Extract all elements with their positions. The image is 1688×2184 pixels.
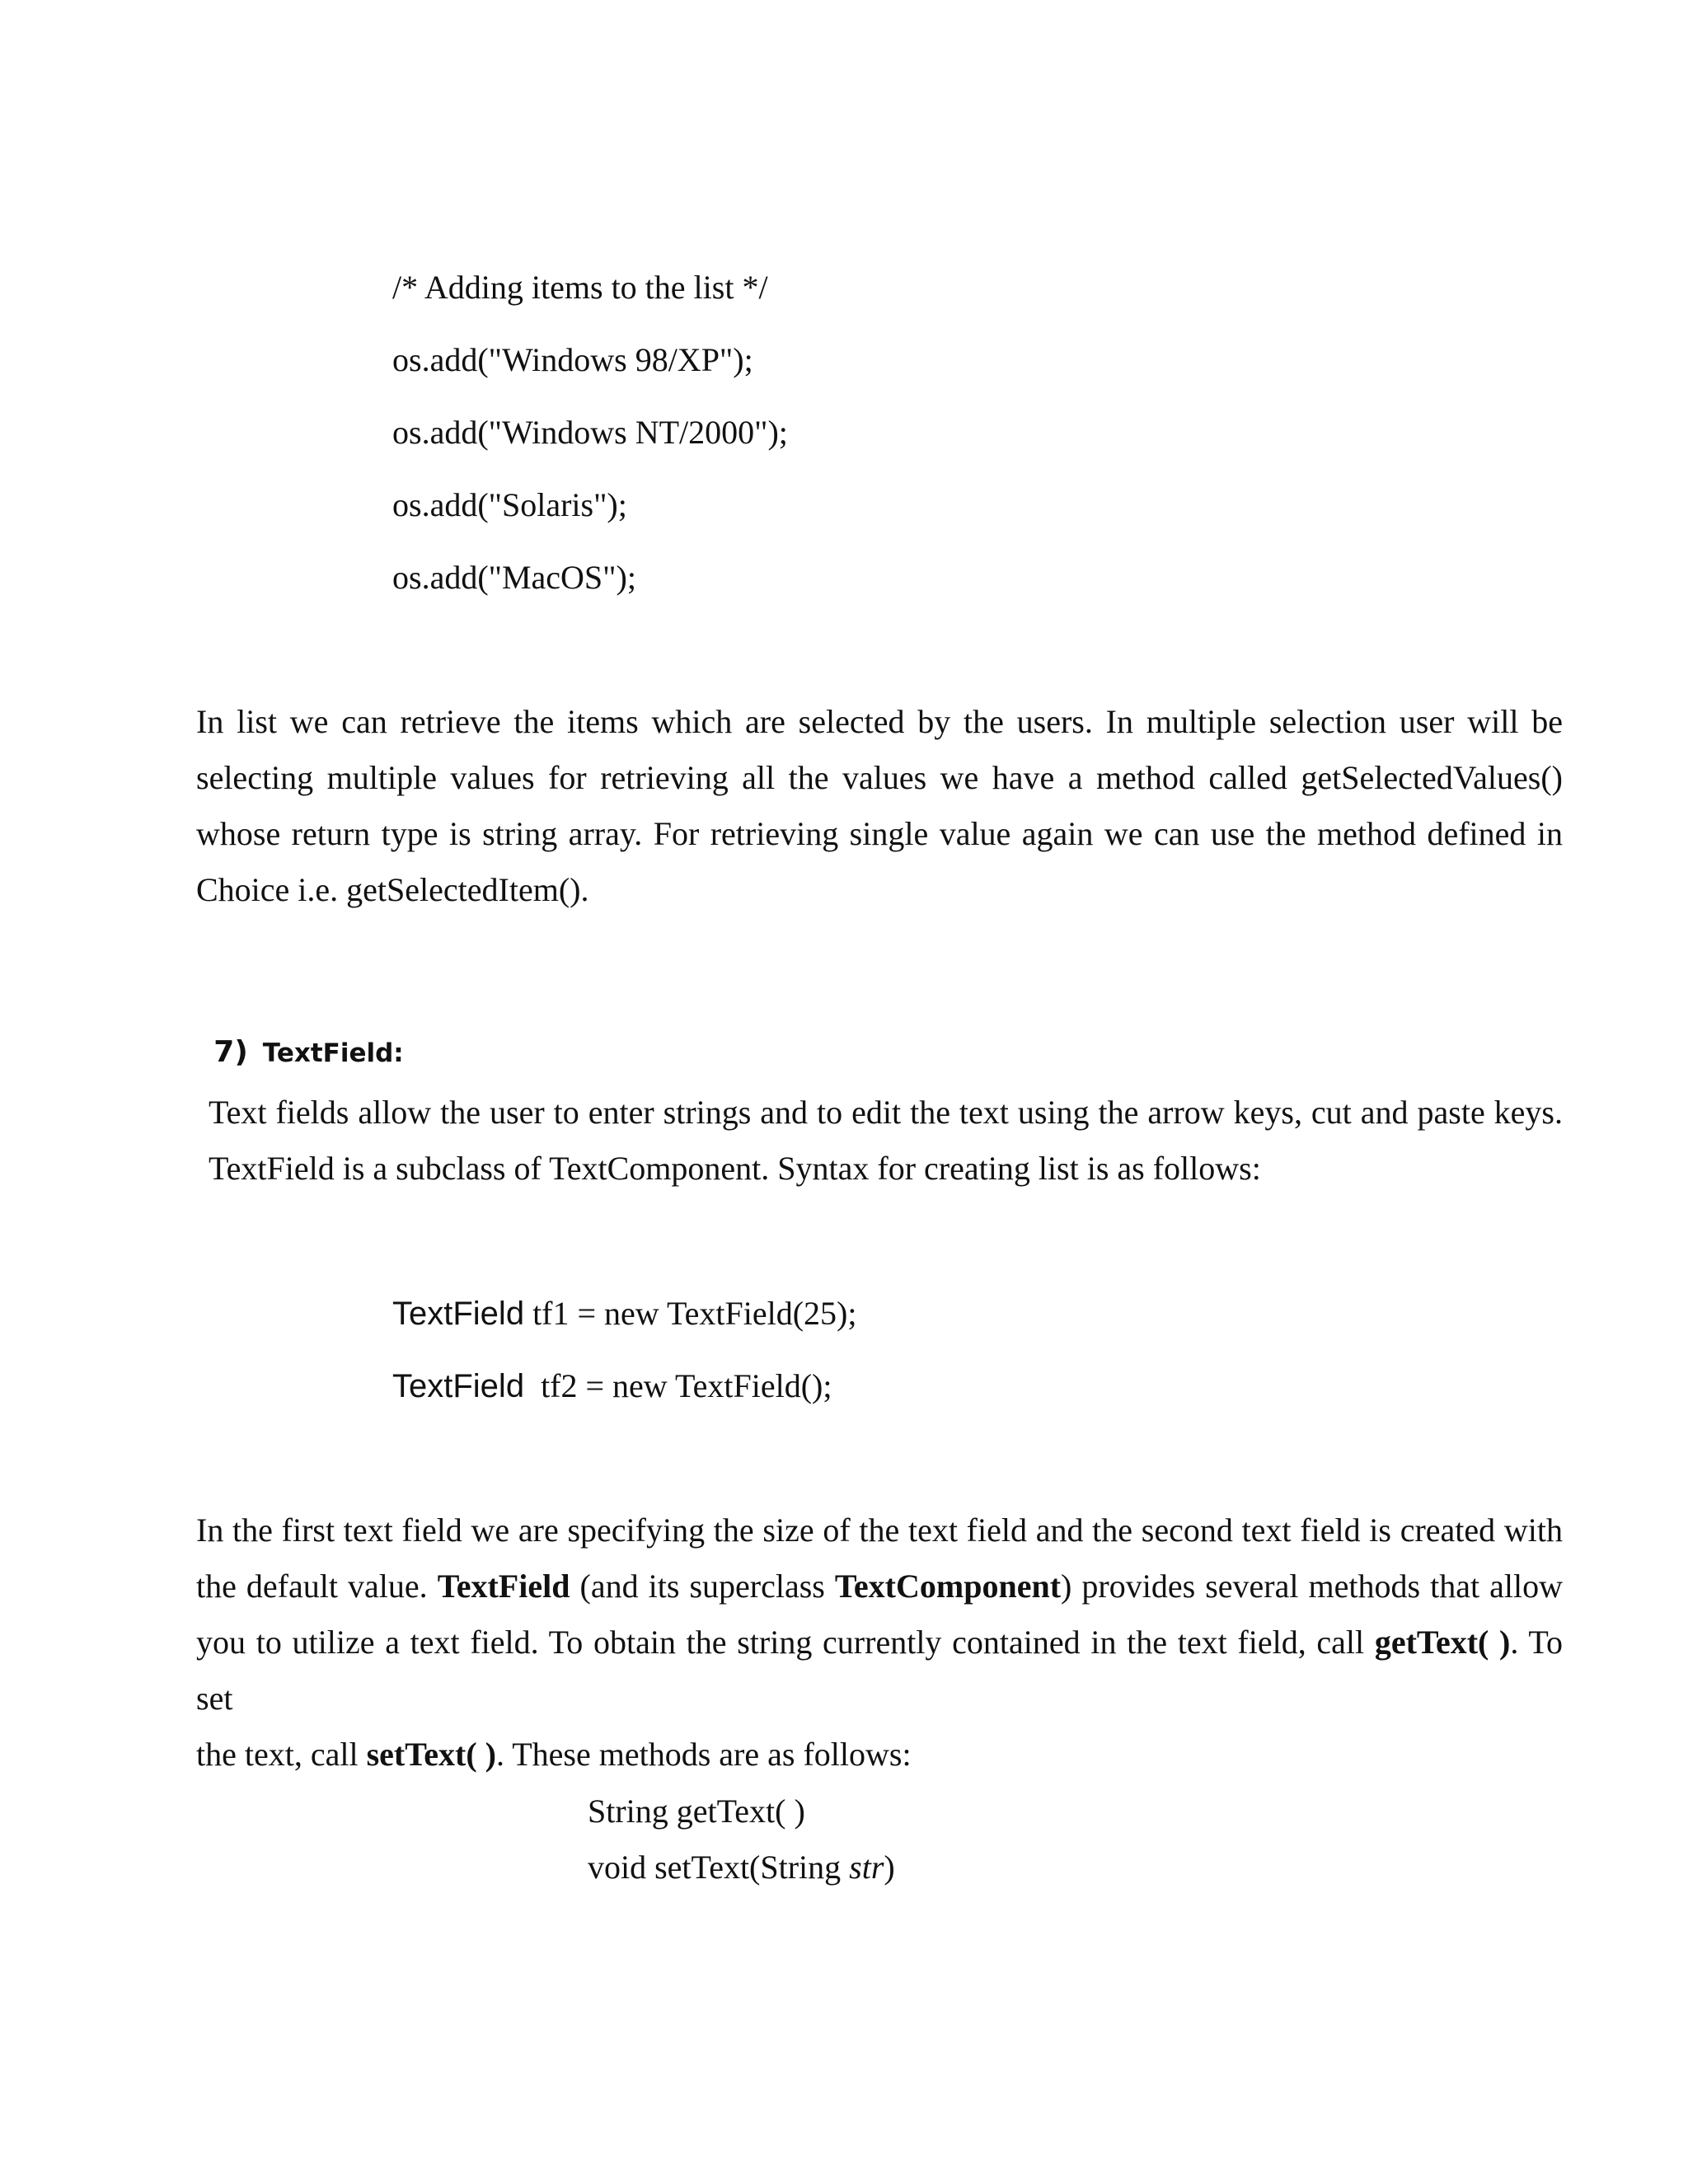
method-signature-settext xyxy=(588,1848,895,1887)
bold-term: TextComponent xyxy=(834,1568,1062,1605)
paragraph-line: In list we can retrieve the items which are selected by the users. In multiple selection user will be xyxy=(196,703,1563,740)
paragraph-line: Choice i.e. getSelectedItem(). xyxy=(196,871,589,908)
paragraph-line: In the first text field we are specifying the size of the text field and the second text field is created with xyxy=(196,1511,1563,1549)
code-line-tf1 xyxy=(392,1294,856,1333)
code-rest: tf2 = new TextField(); xyxy=(524,1367,832,1404)
paragraph-line: Text fields allow the user to enter strings and to edit the text using the arrow keys, cut and paste keys. xyxy=(209,1094,1563,1131)
bold-term: setText( ) xyxy=(366,1736,496,1773)
paragraph-textfield-intro xyxy=(209,1085,1563,1197)
text-run: the default value. xyxy=(196,1568,438,1605)
code-line: os.add("Solaris"); xyxy=(392,486,627,523)
code-comment-line: /* Adding items to the list */ xyxy=(392,269,768,306)
section-number: 7) xyxy=(213,1035,248,1069)
text-run: void setText(String xyxy=(588,1849,850,1886)
code-line: os.add("Windows 98/XP"); xyxy=(392,341,753,378)
method-signature-gettext: String getText( ) xyxy=(588,1793,805,1830)
paragraph-line xyxy=(196,1615,1563,1727)
code-line-tf2 xyxy=(392,1366,832,1406)
paragraph-line xyxy=(196,1558,1563,1615)
section-heading xyxy=(195,1019,404,1085)
paragraph-list-retrieval xyxy=(196,694,1563,918)
code-type-token: TextField xyxy=(392,1368,525,1404)
italic-param: str xyxy=(849,1849,884,1886)
text-run: you to utilize a text field. To obtain the string currently contained in the text field, call xyxy=(196,1624,1375,1661)
paragraph-line: TextField is a subclass of TextComponent. Syntax for creating list is as follows: xyxy=(209,1150,1261,1187)
code-rest: tf1 = new TextField(25); xyxy=(524,1295,857,1332)
code-line: os.add("MacOS"); xyxy=(392,559,636,596)
code-type-token: TextField xyxy=(392,1296,525,1332)
text-run: . These methods are as follows: xyxy=(495,1736,912,1773)
paragraph-line xyxy=(196,1727,1563,1783)
text-run: . To set xyxy=(196,1624,1563,1717)
text-run: ) xyxy=(884,1849,895,1886)
paragraph-textfield-methods xyxy=(196,1502,1563,1783)
bold-term: TextField xyxy=(437,1568,570,1605)
paragraph-line: whose return type is string array. For retrieving single value again we can use the method defined in xyxy=(196,815,1563,852)
text-run: the text, call xyxy=(196,1736,367,1773)
section-title: TextField: xyxy=(262,1038,404,1068)
paragraph-line: selecting multiple values for retrieving all the values we have a method called getSelectedValues() xyxy=(196,759,1563,796)
text-run: (and its superclass xyxy=(570,1568,835,1605)
bold-term: getText( ) xyxy=(1374,1624,1511,1661)
text-run: ) provides several methods that allow xyxy=(1061,1568,1564,1605)
code-line: os.add("Windows NT/2000"); xyxy=(392,414,788,451)
